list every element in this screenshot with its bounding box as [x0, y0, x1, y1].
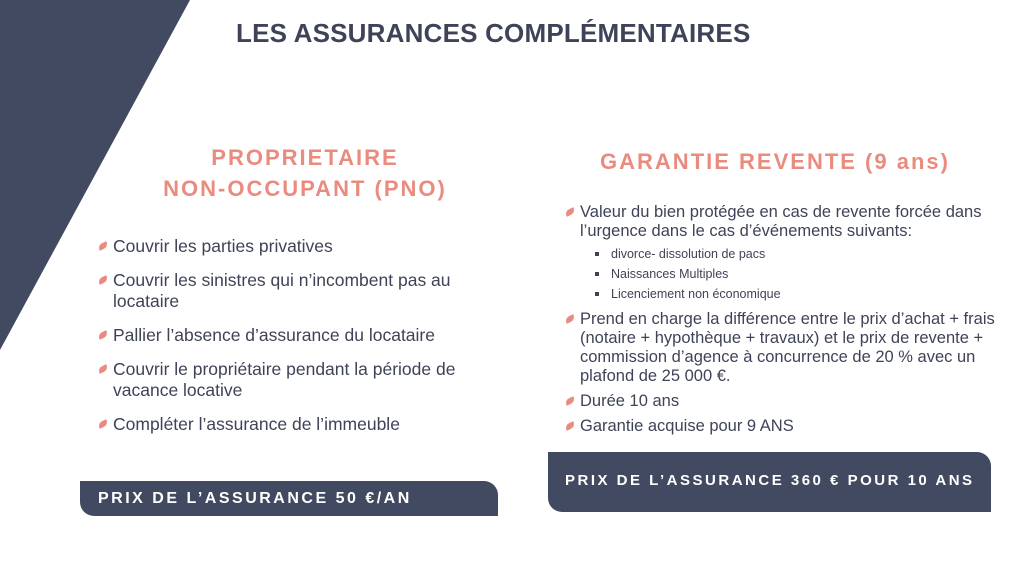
- list-item-text: Pallier l’absence d’assurance du locataire: [113, 325, 435, 345]
- square-bullet-icon: [595, 272, 599, 276]
- revente-heading: GARANTIE REVENTE (9 ans): [600, 149, 950, 174]
- page-title: LES ASSURANCES COMPLÉMENTAIRES: [236, 18, 751, 48]
- pno-coverage-list: [96, 236, 516, 448]
- leaf-bullet-icon: [564, 396, 576, 406]
- list-item-text: Valeur du bien protégée en cas de revente forcée dans l’urgence dans le cas d’événements suivants:: [580, 203, 982, 240]
- list-item: [96, 325, 516, 346]
- sublist-item: [594, 284, 1003, 304]
- list-item-text: Compléter l’assurance de l’immeuble: [113, 414, 400, 434]
- leaf-bullet-icon: [564, 314, 576, 324]
- list-item: [96, 270, 516, 312]
- pno-heading: [110, 142, 500, 204]
- list-item: [96, 414, 516, 435]
- events-sublist: [594, 244, 1003, 304]
- list-item-text: Couvrir les sinistres qui n’incombent pas au locataire: [113, 270, 451, 311]
- pno-price-banner: PRIX DE L’ASSURANCE 50 €/AN: [80, 481, 498, 516]
- leaf-bullet-icon: [97, 364, 109, 374]
- leaf-bullet-icon: [97, 275, 109, 285]
- revente-price-banner: PRIX DE L’ASSURANCE 360 € POUR 10 ANS: [548, 452, 991, 512]
- list-item-text: Durée 10 ans: [580, 392, 680, 410]
- sublist-item-text: Naissances Multiples: [611, 267, 729, 281]
- list-item-text: Couvrir le propriétaire pendant la période de vacance locative: [113, 359, 456, 400]
- leaf-bullet-icon: [564, 207, 576, 217]
- leaf-bullet-icon: [97, 419, 109, 429]
- leaf-bullet-icon: [97, 330, 109, 340]
- square-bullet-icon: [595, 252, 599, 256]
- list-item: [563, 310, 1003, 386]
- pno-heading-line1: PROPRIETAIRE: [211, 145, 399, 170]
- sublist-item: [594, 244, 1003, 264]
- sublist-item-text: Licenciement non économique: [611, 287, 781, 301]
- revente-coverage-list: [563, 203, 1003, 442]
- list-item: [563, 203, 1003, 304]
- list-item-text: Prend en charge la différence entre le prix d’achat + frais (notaire + hypothèque + travaux) et le prix de revente + commission d’agence à concurrence de 20 % avec un plafond de 25 000 €.: [580, 310, 995, 385]
- list-item: [96, 236, 516, 257]
- leaf-bullet-icon: [564, 421, 576, 431]
- sublist-item-text: divorce- dissolution de pacs: [611, 247, 766, 261]
- list-item: [96, 359, 516, 401]
- pno-heading-line2: NON-OCCUPANT (PNO): [163, 176, 447, 201]
- leaf-bullet-icon: [97, 241, 109, 251]
- list-item: [563, 392, 1003, 411]
- list-item-text: Couvrir les parties privatives: [113, 236, 333, 256]
- sublist-item: [594, 264, 1003, 284]
- square-bullet-icon: [595, 292, 599, 296]
- list-item-text: Garantie acquise pour 9 ANS: [580, 417, 794, 435]
- list-item: [563, 417, 1003, 436]
